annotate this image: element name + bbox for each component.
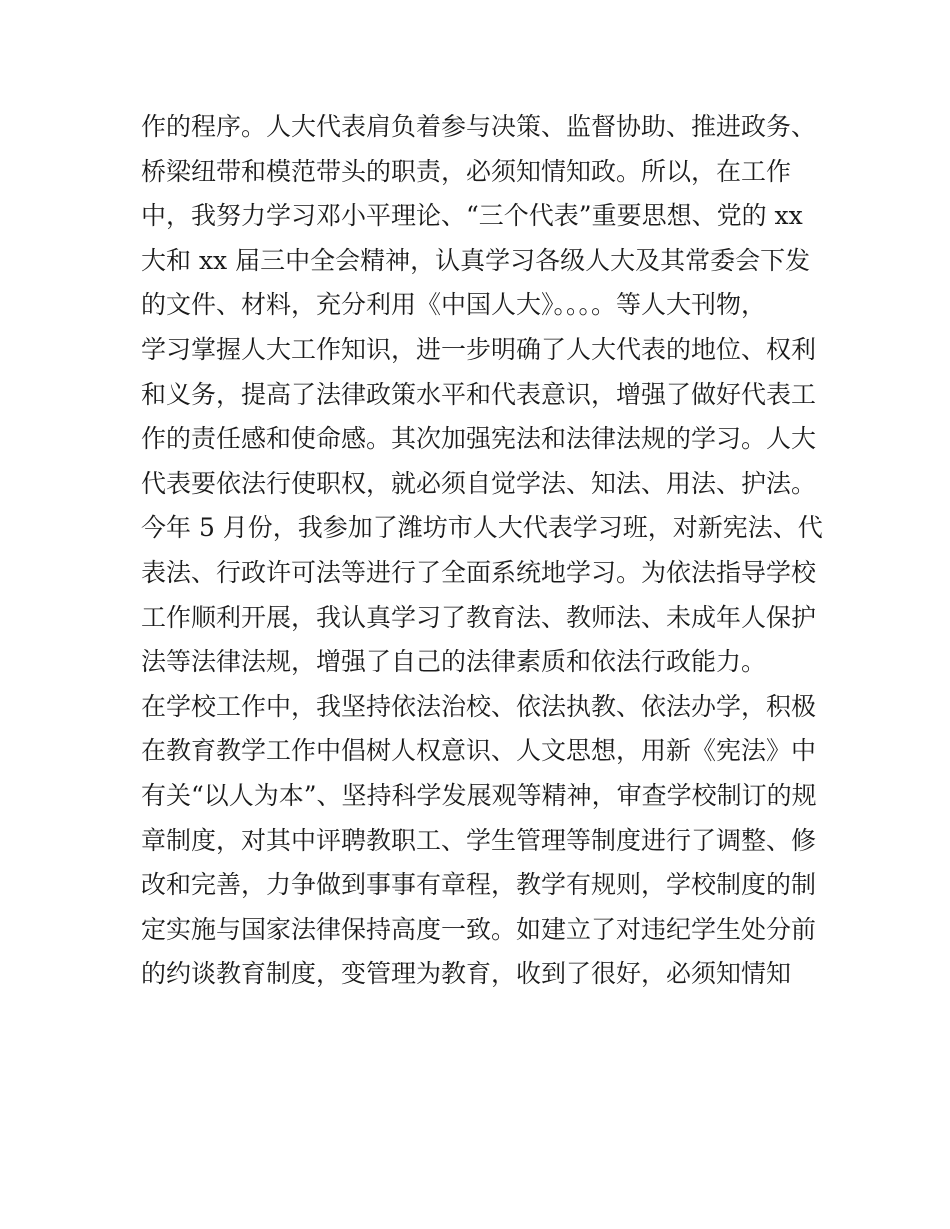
text-line-3: 中，我努力学习邓小平理论、“三个代表”重要思想、党的 xx — [141, 201, 803, 231]
text-line-15: 在教育教学工作中倡树人权意识、人文思想，用新《宪法》中 — [141, 736, 817, 766]
text-line-4: 大和 xx 届三中全会精神，认真学习各级人大及其常委会下发 — [141, 245, 811, 275]
text-line-11: 表法、行政许可法等进行了全面系统地学习。为依法指导学校 — [141, 557, 817, 587]
body-text — [141, 105, 821, 997]
text-line-19: 定实施与国家法律保持高度一致。如建立了对违纪学生处分前 — [141, 914, 817, 944]
text-line-10: 今年 5 月份，我参加了潍坊市人大代表学习班，对新宪法、代 — [141, 513, 823, 543]
text-line-6: 学习掌握人大工作知识，进一步明确了人大代表的地位、权利 — [141, 334, 817, 364]
text-line-1: 作的程序。人大代表肩负着参与决策、监督协助、推进政务、 — [141, 112, 817, 141]
text-line-20: 的约谈教育制度，变管理为教育，收到了很好，必须知情知 — [141, 959, 792, 989]
text-line-17: 章制度，对其中评聘教职工、学生管理等制度进行了调整、修 — [141, 825, 817, 855]
text-line-2: 桥梁纽带和模范带头的职责，必须知情知政。所以，在工作 — [141, 156, 792, 186]
text-line-14: 在学校工作中，我坚持依法治校、依法执教、依法办学，积极 — [141, 691, 817, 721]
text-line-12: 工作顺利开展，我认真学习了教育法、教师法、未成年人保护 — [141, 602, 817, 632]
text-line-16: 有关“以人为本”、坚持科学发展观等精神，审查学校制订的规 — [141, 780, 817, 810]
text-line-13: 法等法律法规，增强了自己的法律素质和依法行政能力。 — [141, 647, 767, 677]
text-line-7: 和义务，提高了法律政策水平和代表意识，增强了做好代表工 — [141, 379, 817, 409]
text-line-5: 的文件、材料，充分利用《中国人大》。。。。等人大刊物， — [141, 290, 767, 320]
text-line-8: 作的责任感和使命感。其次加强宪法和法律法规的学习。人大 — [141, 424, 817, 454]
text-line-18: 改和完善，力争做到事事有章程，教学有规则，学校制度的制 — [141, 870, 817, 900]
text-line-9: 代表要依法行使职权，就必须自觉学法、知法、用法、护法。 — [141, 468, 817, 498]
